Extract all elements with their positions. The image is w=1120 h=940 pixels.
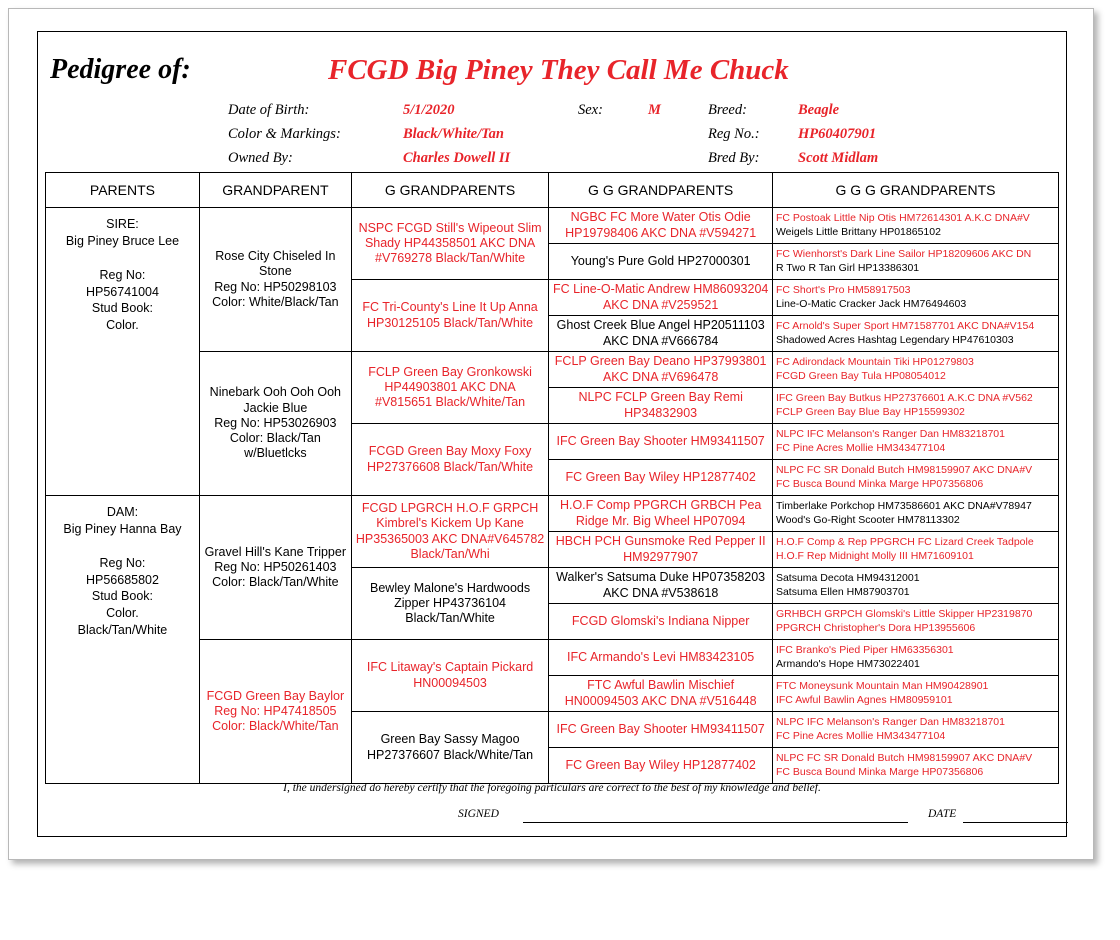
gg-grandparent-cell: FTC Awful Bawlin Mischief HN00094503 AKC DNA #V516448 [549, 676, 773, 712]
ggg-grandparent-line: Satsuma Decota HM94312001 [775, 572, 920, 585]
ggg-grandparent-line: FC Postoak Little Nip Otis HM72614301 A.K.C DNA#V [775, 212, 1030, 225]
g-grandparent-cell: FC Tri-County's Line It Up Anna HP30125105 Black/Tan/White [351, 280, 549, 352]
ggg-grandparent-line: PPGRCH Christopher's Dora HP13955606 [775, 621, 976, 634]
breed-label: Breed: [708, 102, 747, 118]
ggg-grandparent-cell [772, 676, 1058, 712]
ggg-grandparent-line: GRHBCH GRPCH Glomski's Little Skipper HP2319870 [775, 608, 1033, 621]
ggg-grandparent-line: Line-O-Matic Cracker Jack HM76494603 [775, 297, 967, 310]
g-grandparent-cell: FCGD LPGRCH H.O.F GRPCH Kimbrel's Kickem Up Kane HP35365003 AKC DNA#V645782 Black/Tan/Whi [351, 496, 549, 568]
meta-row-3 [228, 150, 1038, 174]
dog-name-title: FCGD Big Piney They Call Me Chuck [328, 54, 789, 86]
sex-label: Sex: [578, 102, 603, 118]
g-grandparent-cell: Bewley Malone's Hardwoods Zipper HP43736104 Black/Tan/White [351, 568, 549, 640]
ggg-grandparent-line: NLPC IFC Melanson's Ranger Dan HM83218701 [775, 428, 1005, 441]
date-label: DATE [928, 808, 957, 820]
ggg-grandparent-cell [772, 424, 1058, 460]
gg-grandparent-cell: FC Line-O-Matic Andrew HM86093204 AKC DNA #V259521 [549, 280, 773, 316]
ggg-grandparent-cell [772, 568, 1058, 604]
ggg-grandparent-line: FC Pine Acres Mollie HM343477104 [775, 441, 946, 454]
g-grandparent-cell: Green Bay Sassy Magoo HP27376607 Black/White/Tan [351, 712, 549, 784]
ggg-grandparent-line: NLPC FC SR Donald Butch HM98159907 AKC DNA#V [775, 464, 1033, 477]
gg-grandparent-cell: FCLP Green Bay Deano HP37993801 AKC DNA #V696478 [549, 352, 773, 388]
reg-value: HP60407901 [798, 126, 877, 142]
ggg-grandparent-cell [772, 460, 1058, 496]
ggg-grandparent-line: Timberlake Porkchop HM73586601 AKC DNA#V78947 [775, 500, 1032, 513]
g-grandparent-cell: IFC Litaway's Captain Pickard HN00094503 [351, 640, 549, 712]
column-header-grandparent: GRANDPARENT [199, 173, 351, 208]
gg-grandparent-cell: HBCH PCH Gunsmoke Red Pepper II HM92977907 [549, 532, 773, 568]
ggg-grandparent-cell [772, 316, 1058, 352]
g-grandparent-cell: FCLP Green Bay Gronkowski HP44903801 AKC DNA #V815651 Black/White/Tan [351, 352, 549, 424]
gg-grandparent-cell: Ghost Creek Blue Angel HP20511103 AKC DNA #V666784 [549, 316, 773, 352]
header-meta [228, 102, 1038, 174]
ggg-grandparent-line: NLPC IFC Melanson's Ranger Dan HM83218701 [775, 716, 1005, 729]
column-header-ggg-grandparents: G G G GRANDPARENTS [772, 173, 1058, 208]
ggg-grandparent-line: FC Arnold's Super Sport HM71587701 AKC DNA#V154 [775, 320, 1035, 333]
ggg-grandparent-cell [772, 388, 1058, 424]
color-label: Color & Markings: [228, 126, 341, 142]
ggg-grandparent-line: R Two R Tan Girl HP13386301 [775, 261, 920, 274]
gg-grandparent-cell: NLPC FCLP Green Bay Remi HP34832903 [549, 388, 773, 424]
ggg-grandparent-cell [772, 532, 1058, 568]
ggg-grandparent-line: FTC Moneysunk Mountain Man HM90428901 [775, 680, 989, 693]
gg-grandparent-cell: Young's Pure Gold HP27000301 [549, 244, 773, 280]
ggg-grandparent-line: Satsuma Ellen HM87903701 [775, 585, 910, 598]
pedigree-page [8, 8, 1094, 860]
gg-grandparent-cell: FCGD Glomski's Indiana Nipper [549, 604, 773, 640]
ggg-grandparent-line: H.O.F Rep Midnight Molly III HM71609101 [775, 549, 974, 562]
ggg-grandparent-cell [772, 496, 1058, 532]
bred-value: Scott Midlam [798, 150, 879, 166]
ggg-grandparent-cell [772, 604, 1058, 640]
ggg-grandparent-cell [772, 208, 1058, 244]
signature-row [38, 802, 1066, 828]
ggg-grandparent-line: FC Pine Acres Mollie HM343477104 [775, 729, 946, 742]
ggg-grandparent-line: IFC Green Bay Butkus HP27376601 A.K.C DNA #V562 [775, 392, 1033, 405]
column-header-parents: PARENTS [46, 173, 200, 208]
breed-value: Beagle [798, 102, 840, 118]
pedigree-header [38, 32, 1066, 172]
ggg-grandparent-line: Armando's Hope HM73022401 [775, 657, 920, 670]
g-grandparent-cell: FCGD Green Bay Moxy Foxy HP27376608 Black/Tan/White [351, 424, 549, 496]
dob-label: Date of Birth: [228, 102, 310, 118]
sex-value: M [648, 102, 661, 118]
ggg-grandparent-line: FC Busca Bound Minka Marge HP07356806 [775, 477, 984, 490]
ggg-grandparent-line: Shadowed Acres Hashtag Legendary HP47610303 [775, 333, 1014, 346]
column-header-g-grandparents: G GRANDPARENTS [351, 173, 549, 208]
parent-cell-dam: DAM: Big Piney Hanna Bay Reg No: HP56685802 Stud Book: Color. Black/Tan/White [46, 496, 200, 784]
ggg-grandparent-line: FC Short's Pro HM58917503 [775, 284, 911, 297]
owned-label: Owned By: [228, 150, 293, 166]
g-grandparent-cell: NSPC FCGD Still's Wipeout Slim Shady HP44358501 AKC DNA #V769278 Black/Tan/White [351, 208, 549, 280]
ggg-grandparent-line: FCGD Green Bay Tula HP08054012 [775, 369, 946, 382]
pedigree-grid [39, 172, 1065, 784]
ggg-grandparent-line: FC Wienhorst's Dark Line Sailor HP18209606 AKC DN [775, 248, 1032, 261]
ggg-grandparent-cell [772, 712, 1058, 748]
ggg-grandparent-cell [772, 352, 1058, 388]
ggg-grandparent-cell [772, 244, 1058, 280]
ggg-grandparent-line: Weigels Little Brittany HP01865102 [775, 225, 941, 238]
date-line [963, 822, 1068, 823]
parent-cell-sire: SIRE: Big Piney Bruce Lee Reg No: HP56741004 Stud Book: Color. [46, 208, 200, 496]
gg-grandparent-cell: NGBC FC More Water Otis Odie HP19798406 AKC DNA #V594271 [549, 208, 773, 244]
certification-text: I, the undersigned do hereby certify that the foregoing particulars are correct to the best of my knowledge and belief. [283, 782, 821, 794]
gg-grandparent-cell: IFC Green Bay Shooter HM93411507 [549, 712, 773, 748]
ggg-grandparent-line: IFC Branko's Pied Piper HM63356301 [775, 644, 954, 657]
ggg-grandparent-cell [772, 748, 1058, 784]
dob-value: 5/1/2020 [403, 102, 455, 118]
meta-row-2 [228, 126, 1038, 150]
bred-label: Bred By: [708, 150, 760, 166]
ggg-grandparent-cell [772, 640, 1058, 676]
ggg-grandparent-line: FC Busca Bound Minka Marge HP07356806 [775, 765, 984, 778]
table-header-row [46, 173, 1059, 208]
gg-grandparent-cell: FC Green Bay Wiley HP12877402 [549, 460, 773, 496]
pedigree-table [45, 172, 1059, 784]
owned-value: Charles Dowell II [403, 150, 511, 166]
meta-row-1 [228, 102, 1038, 126]
grandparent-cell: FCGD Green Bay Baylor Reg No: HP47418505 Color: Black/White/Tan [199, 640, 351, 784]
pedigree-of-label: Pedigree of: [50, 54, 191, 85]
signed-label: SIGNED [458, 808, 499, 820]
grandparent-cell: Rose City Chiseled In Stone Reg No: HP50298103 Color: White/Black/Tan [199, 208, 351, 352]
color-value: Black/White/Tan [403, 126, 504, 142]
gg-grandparent-cell: IFC Armando's Levi HM83423105 [549, 640, 773, 676]
ggg-grandparent-line: NLPC FC SR Donald Butch HM98159907 AKC DNA#V [775, 752, 1033, 765]
gg-grandparent-cell: FC Green Bay Wiley HP12877402 [549, 748, 773, 784]
reg-label: Reg No.: [708, 126, 760, 142]
gg-grandparent-cell: IFC Green Bay Shooter HM93411507 [549, 424, 773, 460]
ggg-grandparent-line: Wood's Go-Right Scooter HM78113302 [775, 513, 960, 526]
table-row [46, 208, 1059, 244]
column-header-gg-grandparents: G G GRANDPARENTS [549, 173, 773, 208]
gg-grandparent-cell: Walker's Satsuma Duke HP07358203 AKC DNA #V538618 [549, 568, 773, 604]
ggg-grandparent-line: FC Adirondack Mountain Tiki HP01279803 [775, 356, 974, 369]
table-row [46, 496, 1059, 532]
ggg-grandparent-line: IFC Awful Bawlin Agnes HM80959101 [775, 693, 953, 706]
ggg-grandparent-cell [772, 280, 1058, 316]
ggg-grandparent-line: H.O.F Comp & Rep PPGRCH FC Lizard Creek Tadpole [775, 536, 1034, 549]
pedigree-border [37, 31, 1067, 837]
grandparent-cell: Gravel Hill's Kane Tripper Reg No: HP50261403 Color: Black/Tan/White [199, 496, 351, 640]
signature-line [523, 822, 908, 823]
gg-grandparent-cell: H.O.F Comp PPGRCH GRBCH Pea Ridge Mr. Big Wheel HP07094 [549, 496, 773, 532]
ggg-grandparent-line: FCLP Green Bay Blue Bay HP15599302 [775, 405, 965, 418]
grandparent-cell: Ninebark Ooh Ooh Ooh Jackie Blue Reg No: HP53026903 Color: Black/Tan w/Bluetlcks [199, 352, 351, 496]
